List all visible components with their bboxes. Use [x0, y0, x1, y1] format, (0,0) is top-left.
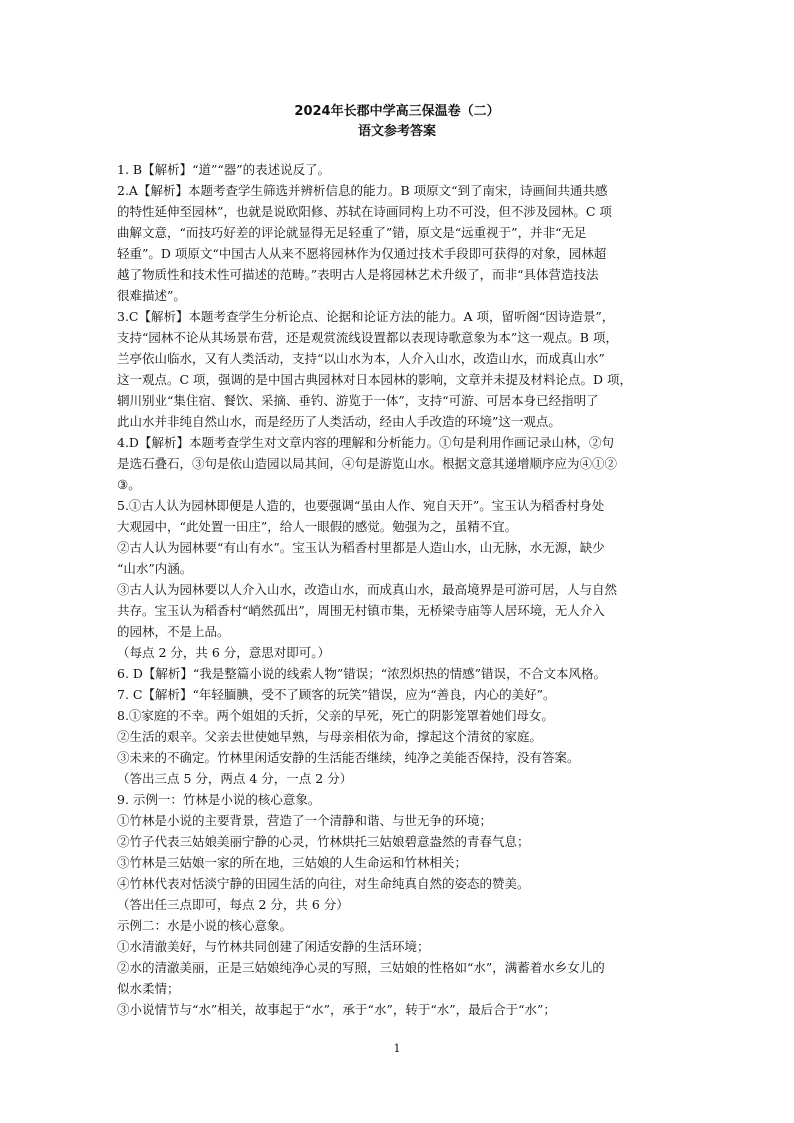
- text-line: 1. B【解析】“道”“器”的表述说反了。: [117, 162, 331, 177]
- page-number: 1: [393, 1042, 401, 1055]
- text-line: 越了物质性和技术性可描述的范畴。”表明古人是将园林艺术升级了，而非“具体营造技法: [117, 267, 599, 282]
- text-line: ③。: [117, 477, 141, 492]
- text-line: 轻重”。D 项原文“中国古人从来不愿将园林作为仅通过技术手段即可获得的对象，园林超: [117, 246, 607, 261]
- text-line: 支持“园林不论从其场景布营，还是观赏流线设置都以表现诗歌意象为本”这一观点。B 项，: [117, 330, 618, 345]
- text-line: 6. D【解析】“我是整篇小说的线索人物”错误；“浓烈炽热的情感”错误，不合文本风格。: [117, 666, 606, 681]
- text-line: ③未来的不确定。竹林里闲适安静的生活能否继续，纯净之美能否保持，没有答案。: [117, 750, 580, 765]
- answer-body: [117, 159, 683, 1020]
- text-line: 大观园中，“此处置一田庄”，给人一眼假的感觉。勉强为之，虽精不宜。: [117, 519, 518, 534]
- text-line: ④竹林代表对恬淡宁静的田园生活的向往，对生命纯真自然的姿态的赞美。: [117, 876, 530, 891]
- text-line: 示例二：水是小说的核心意象。: [117, 918, 293, 933]
- text-line: ②竹子代表三姑娘美丽宁静的心灵，竹林烘托三姑娘碧意盎然的青春气息；: [117, 834, 530, 849]
- text-line: ②水的清澈美丽，正是三姑娘纯净心灵的写照，三姑娘的性格如“水”，满蓄着水乡女儿的: [117, 960, 605, 975]
- text-line: 3.C【解析】本题考查学生分析论点、论据和论证方法的能力。A 项，留听阁“因诗造景”，: [117, 309, 615, 324]
- text-line: 这一观点。C 项，强调的是中国古典园林对日本园林的影响，文章并未提及材料论点。D 项，: [117, 372, 633, 387]
- text-line: 曲解文意，“而技巧好差的评论就显得无足轻重了”错，原文是“远重视于”，并非“无足: [117, 225, 587, 240]
- text-line: 的园林，不是上品。: [117, 624, 230, 639]
- text-line: ②古人认为园林要“有山有水”。宝玉认为稻香村里都是人造山水，山无脉，水无源，缺少: [117, 540, 605, 555]
- text-line: 4.D【解析】本题考查学生对文章内容的理解和分析能力。①句是利用作画记录山林，②句: [117, 435, 614, 450]
- text-line: 2.A【解析】本题考查学生筛选并辨析信息的能力。B 项原文“到了南宋，诗画间共通共感: [117, 183, 608, 198]
- text-line: 辋川别业“集住宿、餐饮、采摘、垂钓、游览于一体”，支持“可游、可居本身已经指明了: [117, 393, 599, 408]
- text-line: 5.①古人认为园林即便是人造的，也要强调“虽由人作、宛自天开”。宝玉认为稻香村身处: [117, 498, 605, 513]
- text-line: ②生活的艰辛。父亲去世使她早熟，与母亲相依为命，撑起这个清贫的家庭。: [117, 729, 543, 744]
- text-line: （每点 2 分，共 6 分，意思对即可。）: [117, 645, 331, 660]
- text-line: ③竹林是三姑娘一家的所在地，三姑娘的人生命运和竹林相关；: [117, 855, 468, 870]
- text-line: （答出三点 5 分，两点 4 分，一点 2 分）: [117, 771, 353, 786]
- document-subtitle: 语文参考答案: [357, 124, 436, 139]
- document-title: 2024年长郡中学高三保温卷（二）: [294, 104, 500, 119]
- text-line: 7. C【解析】“年轻腼腆，受不了顾客的玩笑”错误，应为“善良，内心的美好”。: [117, 687, 556, 702]
- text-line: （答出任三点即可，每点 2 分，共 6 分）: [117, 897, 349, 912]
- text-line: ①竹林是小说的主要背景，营造了一个清静和谐、与世无争的环境；: [117, 813, 493, 828]
- text-line: 是选石叠石，③句是依山造园以局其间，④句是游览山水。根据文意其递增顺序应为④①②: [117, 456, 618, 471]
- text-line: “山水”内涵。: [117, 561, 193, 576]
- text-line: 共存。宝玉认为稻香村“峭然孤出”，周围无村镇市集，无桥梁寺庙等人居环境，无人介入: [117, 603, 605, 618]
- text-line: ①水清澈美好，与竹林共同创建了闲适安静的生活环境；: [117, 939, 430, 954]
- text-line: 兰亭依山临水，又有人类活动，支持“以山水为本，人介入山水，改造山水，而成真山水”: [117, 351, 605, 366]
- text-line: ③小说情节与“水”相关，故事起于“水”，承于“水”，转于“水”，最后合于“水”；: [117, 1002, 556, 1017]
- text-line: ③古人认为园林要以人介入山水，改造山水，而成真山水，最高境界是可游可居，人与自然: [117, 582, 618, 597]
- text-line: 此山水并非纯自然山水，而是经历了人类活动，经由人手改造的环境”这一观点。: [117, 414, 561, 429]
- text-line: 9. 示例一：竹林是小说的核心意象。: [117, 792, 321, 807]
- text-line: 似水柔情；: [117, 981, 180, 996]
- text-line: 8.①家庭的不幸。两个姐姐的夭折，父亲的早死，死亡的阴影笼罩着她们母女。: [117, 708, 554, 723]
- text-line: 很难描述”。: [117, 288, 186, 303]
- text-line: 的特性延伸至园林”，也就是说欧阳修、苏轼在诗画同构上功不可没，但不涉及园林。C 项: [117, 204, 612, 219]
